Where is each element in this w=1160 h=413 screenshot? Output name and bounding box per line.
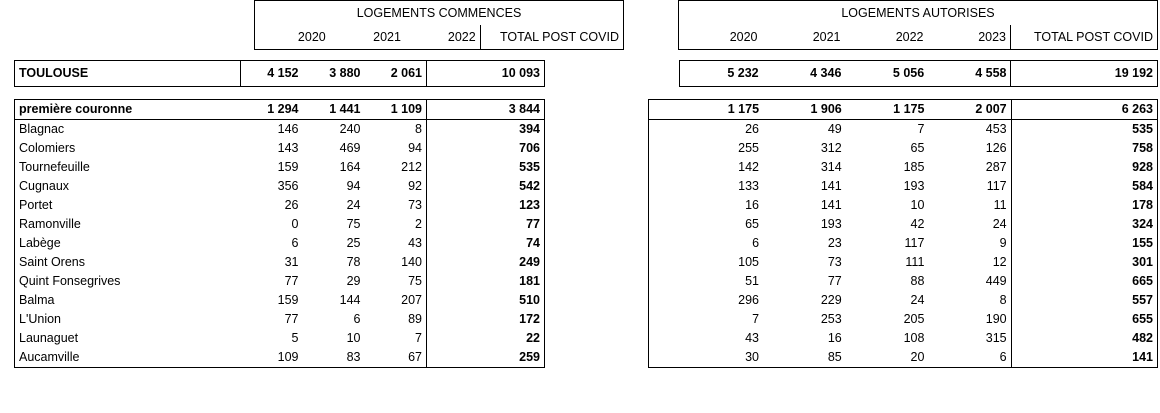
right-row-label-0 [649, 120, 681, 140]
left-row-7-total: 249 [427, 253, 545, 272]
left-header-title-row [255, 1, 624, 26]
left-crown-total: 3 844 [427, 100, 545, 120]
right-row-label-12 [649, 348, 681, 368]
right-row-8-2020: 51 [745, 274, 760, 288]
table-row [649, 139, 1158, 158]
right-row-3-total: 584 [1011, 177, 1157, 196]
right-row-9-2020: 296 [738, 293, 760, 307]
right-row-6-2020: 6 [752, 236, 760, 250]
right-row-label-11 [649, 329, 681, 348]
left-city-2021: 3 880 [303, 61, 365, 87]
right-row-2-2022: 185 [903, 160, 925, 174]
right-row-12-total: 141 [1011, 348, 1157, 368]
table-row [649, 120, 1158, 140]
left-row-4-2020: 26 [284, 198, 299, 212]
left-row-3-2020: 356 [277, 179, 299, 193]
left-row-label-12: Aucamville [19, 350, 80, 364]
table-row [15, 310, 545, 329]
left-crown-2020: 1 294 [241, 100, 303, 120]
table-row [15, 234, 545, 253]
table-row [15, 272, 545, 291]
left-header-years-row [255, 25, 624, 50]
left-row-2-2020: 159 [277, 160, 299, 174]
left-row-label-8: Quint Fonsegrives [19, 274, 121, 288]
right-city-label [648, 61, 680, 87]
right-row-11-2023: 315 [985, 331, 1007, 345]
left-row-1-total: 706 [427, 139, 545, 158]
left-row-11-2022: 7 [415, 331, 422, 345]
right-row-4-2021: 141 [820, 198, 842, 212]
left-row-0-2022: 8 [415, 122, 422, 136]
left-row-2-2022: 212 [401, 160, 422, 174]
left-row-12-total: 259 [427, 348, 545, 368]
left-row-6-2020: 6 [291, 236, 299, 250]
right-row-6-total: 155 [1011, 234, 1157, 253]
right-row-7-2023: 12 [992, 255, 1007, 269]
right-row-3-2022: 193 [903, 179, 925, 193]
left-row-11-total: 22 [427, 329, 545, 348]
right-row-8-2022: 88 [910, 274, 925, 288]
left-row-7-2022: 140 [401, 255, 422, 269]
left-row-8-total: 181 [427, 272, 545, 291]
right-row-7-2020: 105 [738, 255, 760, 269]
left-row-0-2021: 240 [339, 122, 361, 136]
right-header-years-row [679, 25, 1158, 50]
left-city-label: TOULOUSE [15, 61, 241, 87]
right-city-2020: 5 232 [680, 61, 763, 87]
right-row-11-2022: 108 [903, 331, 925, 345]
right-crown-2021: 1 906 [763, 100, 846, 120]
right-row-7-total: 301 [1011, 253, 1157, 272]
right-row-0-2022: 7 [917, 122, 925, 136]
left-row-label-11: Launaguet [19, 331, 79, 345]
left-city-2022: 2 061 [365, 61, 427, 87]
table-row [15, 61, 545, 87]
left-row-label-0: Blagnac [19, 122, 65, 136]
right-row-6-2023: 9 [999, 236, 1007, 250]
left-row-7-2020: 31 [284, 255, 299, 269]
right-city-2023: 4 558 [928, 61, 1011, 87]
table-row [15, 196, 545, 215]
right-crown-2020: 1 175 [680, 100, 763, 120]
left-row-9-2021: 144 [339, 293, 361, 307]
table-row [648, 61, 1158, 87]
table-row [15, 158, 545, 177]
table-row [15, 253, 545, 272]
right-header-title-row [679, 1, 1158, 26]
right-row-label-8 [649, 272, 681, 291]
table-row [649, 196, 1158, 215]
right-row-5-2023: 24 [992, 217, 1007, 231]
left-row-label-6: Labège [19, 236, 61, 250]
right-row-0-2023: 453 [985, 122, 1007, 136]
left-crown-header-row [15, 100, 545, 120]
table-row [15, 329, 545, 348]
left-row-5-2021: 75 [346, 217, 361, 231]
right-row-5-2020: 65 [745, 217, 760, 231]
right-row-11-2020: 43 [745, 331, 760, 345]
right-row-9-2022: 24 [910, 293, 925, 307]
right-row-8-2021: 77 [827, 274, 842, 288]
right-crown-table [648, 99, 1158, 368]
left-city-2020: 4 152 [241, 61, 303, 87]
right-row-8-2023: 449 [985, 274, 1007, 288]
left-row-5-2020: 0 [291, 217, 299, 231]
left-row-10-total: 172 [427, 310, 545, 329]
right-city-2021: 4 346 [763, 61, 846, 87]
left-row-8-2022: 75 [408, 274, 422, 288]
left-row-label-2: Tournefeuille [19, 160, 90, 174]
left-row-3-total: 542 [427, 177, 545, 196]
right-row-label-3 [649, 177, 681, 196]
table-row [649, 215, 1158, 234]
right-row-1-2021: 312 [820, 141, 842, 155]
right-row-7-2021: 73 [827, 255, 842, 269]
right-row-10-2021: 253 [820, 312, 842, 326]
left-row-12-2022: 67 [408, 350, 422, 364]
right-row-9-total: 557 [1011, 291, 1157, 310]
right-row-4-2023: 11 [993, 198, 1007, 212]
right-row-5-2022: 42 [910, 217, 925, 231]
left-row-8-2020: 77 [284, 274, 299, 288]
left-crown-table [14, 99, 545, 368]
right-row-4-2022: 10 [910, 198, 925, 212]
left-row-1-2020: 143 [277, 141, 299, 155]
left-row-1-2022: 94 [408, 141, 422, 155]
right-col-header-2023: 2023 [928, 25, 1011, 50]
right-col-header-total: TOTAL POST COVID [1011, 25, 1158, 50]
left-row-3-2022: 92 [408, 179, 422, 193]
right-city-total: 19 192 [1011, 61, 1158, 87]
left-row-11-2020: 5 [291, 331, 299, 345]
right-row-0-total: 535 [1011, 120, 1157, 140]
left-row-label-10: L'Union [19, 312, 61, 326]
left-row-10-2021: 6 [353, 312, 361, 326]
right-city-table [648, 60, 1158, 87]
right-row-label-1 [649, 139, 681, 158]
right-city-2022: 5 056 [845, 61, 928, 87]
right-row-2-total: 928 [1011, 158, 1157, 177]
left-row-5-2022: 2 [415, 217, 422, 231]
table-row [15, 177, 545, 196]
right-row-0-2020: 26 [745, 122, 760, 136]
right-row-label-2 [649, 158, 681, 177]
left-row-5-total: 77 [427, 215, 545, 234]
left-row-label-1: Colomiers [19, 141, 76, 155]
table-row [15, 120, 545, 140]
left-row-label-4: Portet [19, 198, 53, 212]
table-row [649, 329, 1158, 348]
left-row-3-2021: 94 [346, 179, 361, 193]
right-row-12-2022: 20 [910, 350, 925, 364]
right-col-header-2022: 2022 [845, 25, 928, 50]
right-row-label-4 [649, 196, 681, 215]
left-crown-label: première couronne [15, 100, 241, 120]
left-row-label-9: Balma [19, 293, 55, 307]
right-row-1-2020: 255 [738, 141, 760, 155]
right-row-10-total: 655 [1011, 310, 1157, 329]
panel-logements-commences [14, 0, 619, 368]
right-row-label-5 [649, 215, 681, 234]
table-row [15, 215, 545, 234]
right-row-4-2020: 16 [745, 198, 760, 212]
left-row-10-2022: 89 [408, 312, 422, 326]
left-row-2-total: 535 [427, 158, 545, 177]
left-col-header-total: TOTAL POST COVID [480, 25, 623, 50]
right-row-2-2020: 142 [738, 160, 760, 174]
left-row-label-3: Cugnaux [19, 179, 70, 193]
left-crown-2022: 1 109 [365, 100, 427, 120]
table-row [649, 234, 1158, 253]
left-row-11-2021: 10 [346, 331, 361, 345]
right-row-12-2021: 85 [827, 350, 842, 364]
right-row-2-2021: 314 [820, 160, 842, 174]
right-row-3-2020: 133 [738, 179, 760, 193]
right-crown-label [649, 100, 681, 120]
right-crown-block [648, 99, 1158, 368]
right-row-6-2022: 117 [904, 236, 925, 250]
right-row-11-total: 482 [1011, 329, 1157, 348]
table-row [15, 291, 545, 310]
left-row-7-2021: 78 [346, 255, 361, 269]
right-row-5-total: 324 [1011, 215, 1157, 234]
right-row-label-9 [649, 291, 681, 310]
right-row-3-2021: 141 [820, 179, 842, 193]
left-row-0-total: 394 [427, 120, 545, 140]
right-table-title: LOGEMENTS AUTORISES [679, 1, 1158, 26]
table-row [649, 177, 1158, 196]
right-row-11-2021: 16 [827, 331, 842, 345]
left-row-4-2022: 73 [408, 198, 422, 212]
left-row-9-2020: 159 [277, 293, 299, 307]
right-header-table [678, 0, 1158, 50]
right-row-12-2020: 30 [745, 350, 760, 364]
left-row-label-5: Ramonville [19, 217, 81, 231]
right-row-1-2023: 126 [985, 141, 1007, 155]
table-row [15, 139, 545, 158]
right-crown-2023: 2 007 [928, 100, 1011, 120]
left-row-12-2021: 83 [346, 350, 361, 364]
left-row-4-2021: 24 [346, 198, 361, 212]
left-row-9-total: 510 [427, 291, 545, 310]
right-row-10-2022: 205 [903, 312, 925, 326]
right-crown-2022: 1 175 [846, 100, 929, 120]
table-row [15, 348, 545, 368]
left-row-label-7: Saint Orens [19, 255, 86, 269]
left-row-6-2022: 43 [408, 236, 422, 250]
table-row [649, 272, 1158, 291]
right-row-label-7 [649, 253, 681, 272]
right-row-1-2022: 65 [910, 141, 925, 155]
panel-logements-autorises [648, 0, 1158, 368]
left-city-total: 10 093 [427, 61, 545, 87]
left-row-10-2020: 77 [284, 312, 299, 326]
right-row-4-total: 178 [1011, 196, 1157, 215]
left-city-table [14, 60, 545, 87]
left-row-6-total: 74 [427, 234, 545, 253]
left-row-0-2020: 146 [277, 122, 299, 136]
right-row-label-10 [649, 310, 681, 329]
table-row [649, 158, 1158, 177]
left-table-title: LOGEMENTS COMMENCES [255, 1, 624, 26]
right-row-10-2023: 190 [985, 312, 1007, 326]
right-row-10-2020: 7 [752, 312, 760, 326]
right-crown-total: 6 263 [1011, 100, 1157, 120]
left-col-header-2021: 2021 [330, 25, 405, 50]
right-row-7-2022: 111 [905, 255, 925, 269]
right-row-1-total: 758 [1011, 139, 1157, 158]
right-crown-header-row [649, 100, 1158, 120]
left-col-header-2022: 2022 [405, 25, 480, 50]
right-row-6-2021: 23 [827, 236, 842, 250]
left-col-header-2020: 2020 [255, 25, 330, 50]
left-crown-block [14, 99, 540, 368]
right-row-12-2023: 6 [999, 350, 1007, 364]
right-row-2-2023: 287 [985, 160, 1007, 174]
table-row [649, 291, 1158, 310]
left-row-1-2021: 469 [339, 141, 361, 155]
left-row-12-2020: 109 [277, 350, 299, 364]
left-row-8-2021: 29 [346, 274, 361, 288]
right-row-9-2021: 229 [820, 293, 842, 307]
left-crown-2021: 1 441 [303, 100, 365, 120]
left-row-2-2021: 164 [339, 160, 361, 174]
right-row-8-total: 665 [1011, 272, 1157, 291]
left-row-6-2021: 25 [346, 236, 361, 250]
right-row-3-2023: 117 [986, 179, 1007, 193]
right-row-label-6 [649, 234, 681, 253]
table-row [649, 348, 1158, 368]
table-row [649, 310, 1158, 329]
right-row-0-2021: 49 [827, 122, 842, 136]
left-row-9-2022: 207 [401, 293, 422, 307]
right-col-header-2021: 2021 [762, 25, 845, 50]
right-row-5-2021: 193 [820, 217, 842, 231]
right-col-header-2020: 2020 [679, 25, 762, 50]
left-row-4-total: 123 [427, 196, 545, 215]
left-header-table [254, 0, 624, 50]
right-row-9-2023: 8 [999, 293, 1007, 307]
table-row [649, 253, 1158, 272]
